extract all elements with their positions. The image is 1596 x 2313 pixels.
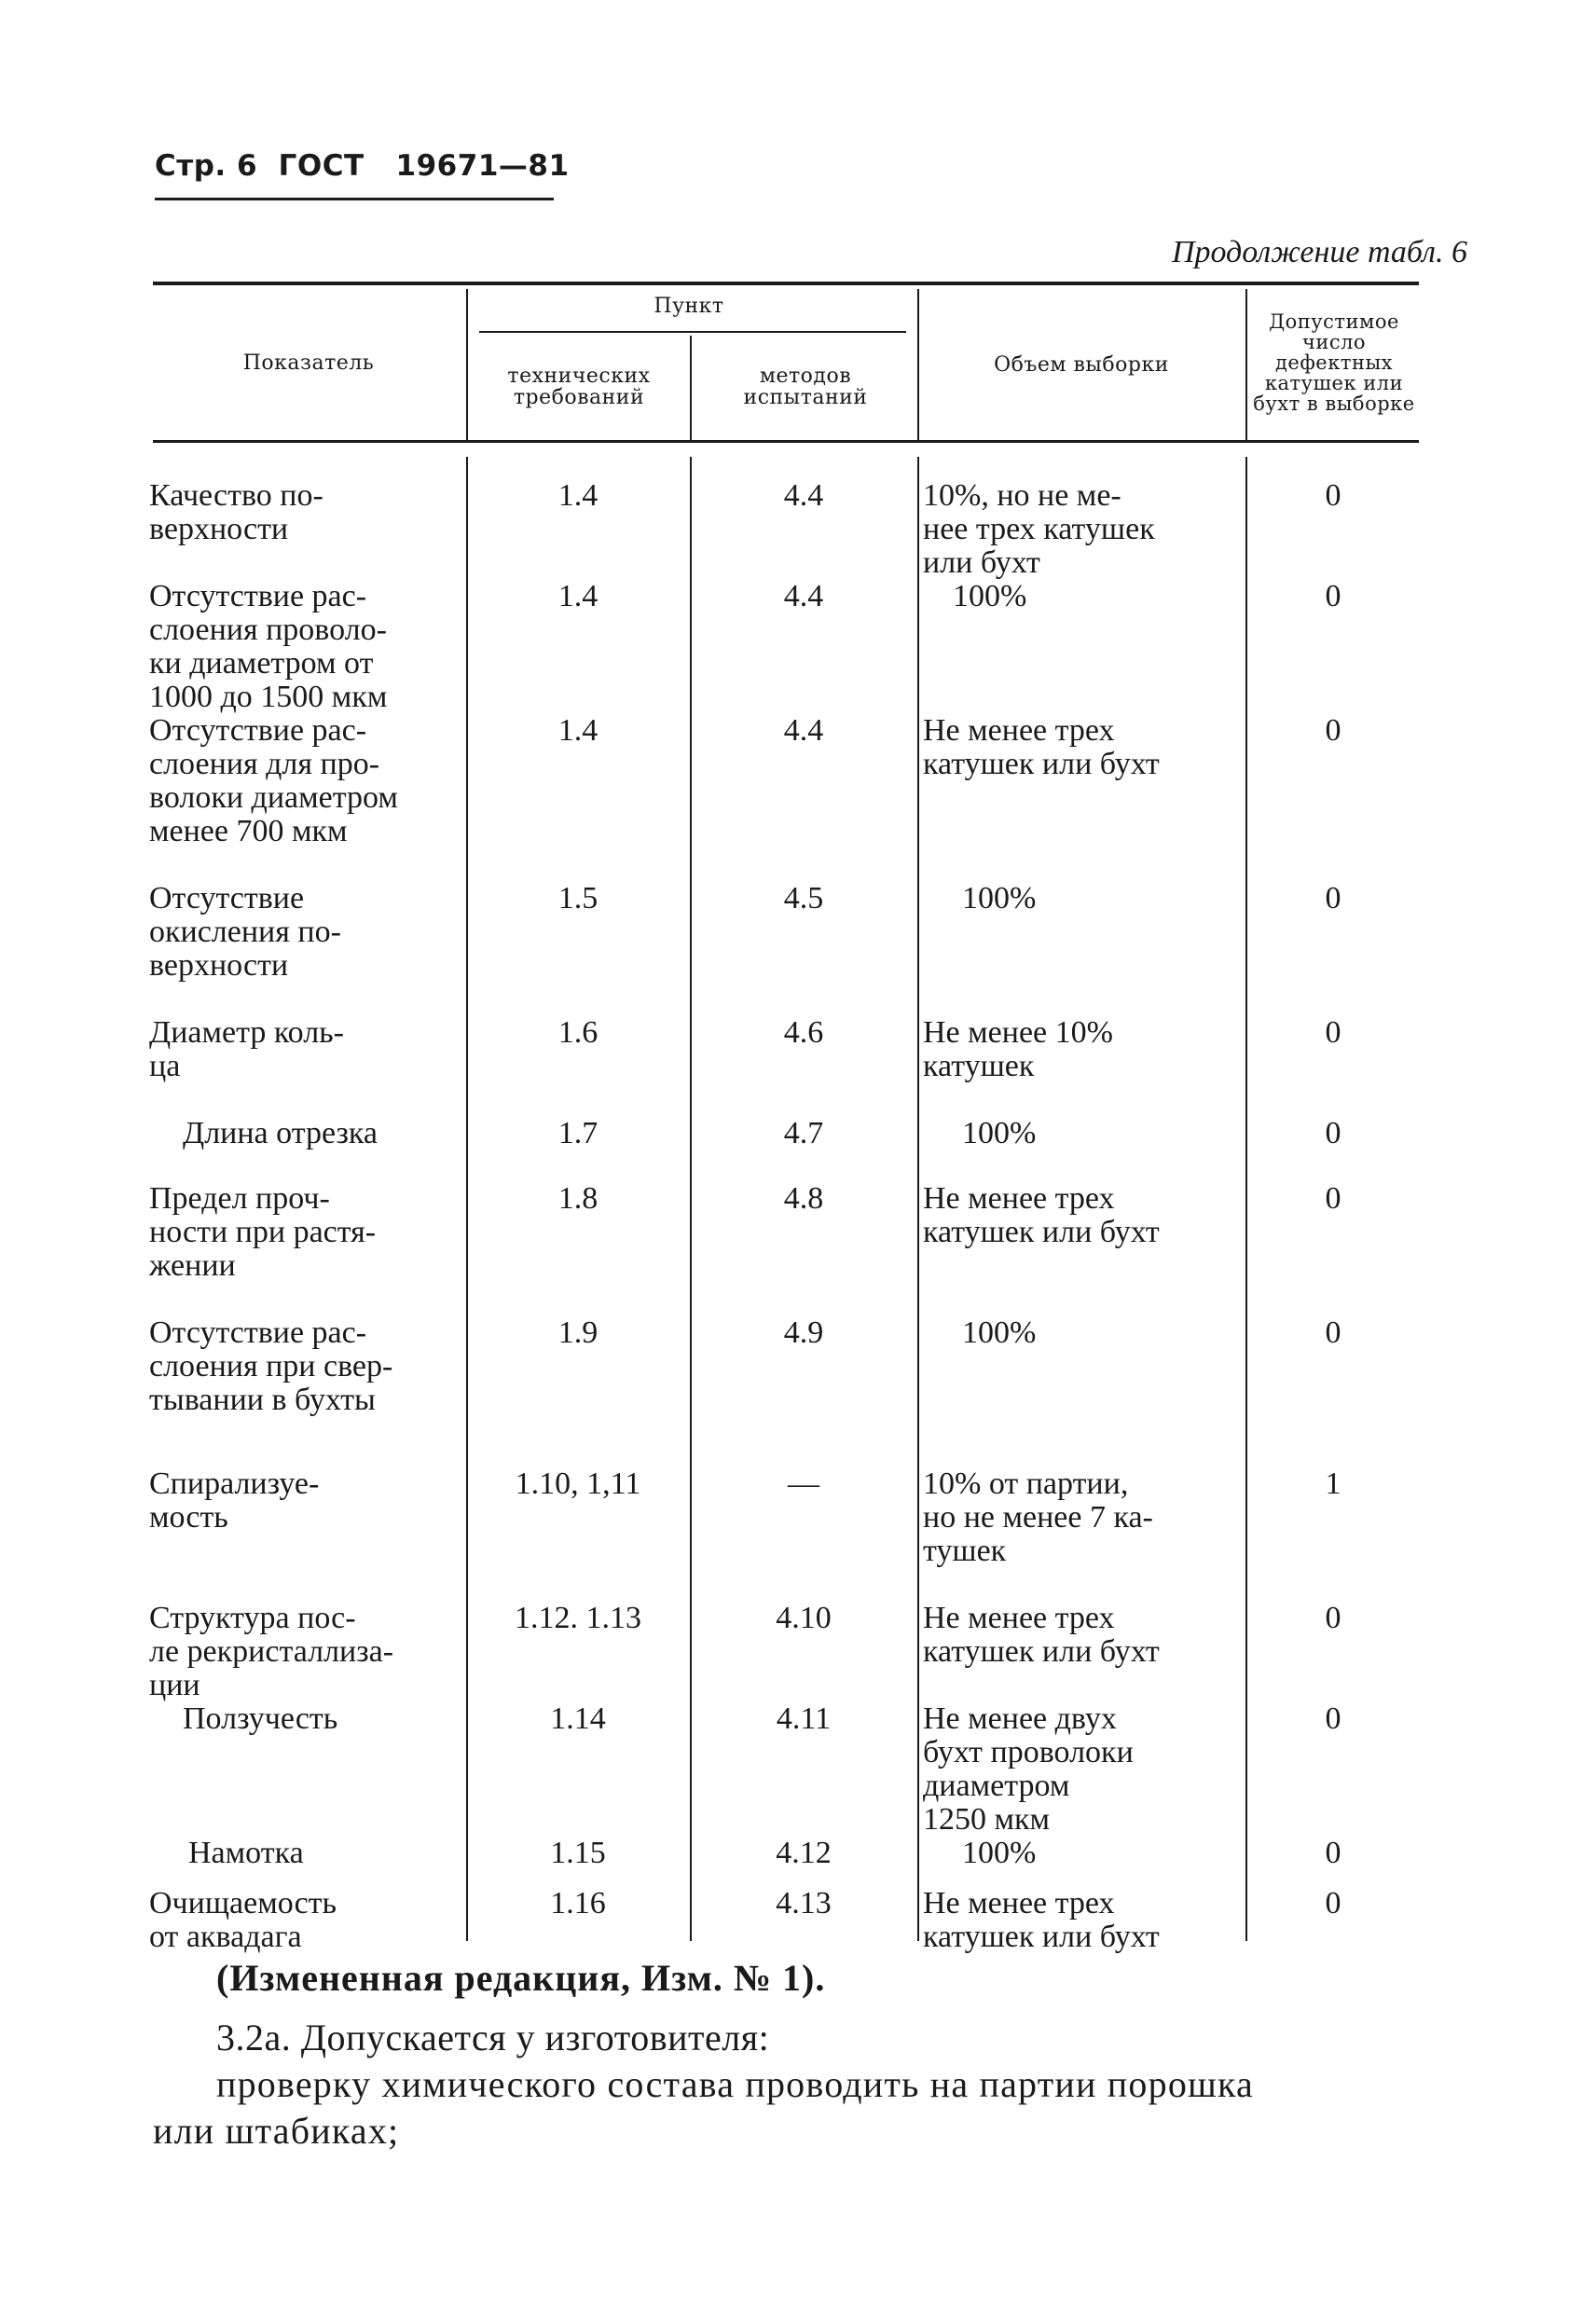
cell-sample: Не менее двух бухт проволоки диаметром 1250 мкм: [923, 1701, 1134, 1837]
cell-indicator: Спирализуе- мость: [149, 1466, 320, 1535]
cell-sample: 100%: [953, 579, 1027, 613]
cell-method: 4.5: [783, 881, 824, 916]
body-divider: [1245, 457, 1247, 1941]
cell-method: 4.13: [776, 1886, 832, 1921]
page-number: Стр. 6: [155, 149, 258, 183]
cell-tech: 1.7: [557, 1116, 598, 1150]
header-tech-req: технических требований: [507, 365, 651, 410]
cell-tech: 1.8: [557, 1181, 598, 1216]
standard-number: 19671—81: [395, 149, 570, 183]
table-continuation-label: Продолжение табл. 6: [1171, 235, 1467, 269]
cell-indicator: Отсутствие окисления по- верхности: [149, 881, 341, 983]
cell-defects: 0: [1325, 1015, 1341, 1050]
cell-defects: 0: [1325, 1116, 1341, 1150]
cell-indicator: Отсутствие рас- слоения проволо- ки диаметром от 1000 до 1500 мкм: [149, 579, 388, 714]
cell-sample: Не менее трех катушек или бухт: [923, 713, 1160, 781]
header-test-methods: методов испытаний: [743, 365, 868, 410]
cell-sample: Не менее 10% катушек: [923, 1015, 1113, 1083]
paragraph-text: или штабиках;: [153, 2110, 400, 2152]
cell-tech: 1.14: [550, 1701, 606, 1736]
page-header: [155, 149, 570, 183]
cell-indicator: Диаметр коль- ца: [149, 1015, 344, 1083]
cell-method: 4.11: [776, 1701, 832, 1736]
cell-indicator: Структура пос- ле рекристаллиза- ции: [149, 1601, 394, 1702]
cell-tech: 1.9: [557, 1315, 598, 1350]
cell-defects: 0: [1325, 1601, 1341, 1635]
cell-defects: 0: [1325, 1886, 1341, 1921]
header-clause: Пункт: [654, 295, 724, 318]
cell-tech: 1.15: [550, 1836, 606, 1870]
cell-defects: 0: [1325, 713, 1341, 748]
clause-subheader-rule: [479, 331, 906, 333]
cell-indicator: Ползучесть: [183, 1701, 338, 1736]
cell-tech: 1.4: [557, 478, 598, 513]
cell-sample: Не менее трех катушек или бухт: [923, 1601, 1160, 1669]
cell-indicator: Качество по- верхности: [149, 478, 323, 546]
body-divider: [917, 457, 919, 1941]
cell-method: 4.4: [783, 713, 824, 748]
header-sample-size: Объем выборки: [994, 353, 1169, 377]
header-divider: [466, 289, 468, 440]
cell-tech: 1.16: [550, 1886, 606, 1921]
cell-defects: 0: [1325, 478, 1341, 513]
standard-name: ГОСТ: [278, 149, 365, 183]
header-rule: [155, 198, 554, 200]
cell-defects: 0: [1325, 579, 1341, 613]
cell-indicator: Длина отрезка: [183, 1116, 378, 1150]
header-divider: [690, 336, 692, 440]
cell-method: 4.8: [783, 1181, 824, 1216]
cell-defects: 1: [1325, 1466, 1341, 1501]
cell-tech: 1.4: [557, 713, 598, 748]
cell-method: 4.10: [776, 1601, 832, 1635]
cell-method: 4.7: [783, 1116, 824, 1150]
cell-indicator: Отсутствие рас- слоения для про- волоки диаметром менее 700 мкм: [149, 713, 398, 848]
cell-indicator: Предел проч- ности при растя- жении: [149, 1181, 377, 1283]
cell-defects: 0: [1325, 1836, 1341, 1870]
cell-defects: 0: [1325, 1315, 1341, 1350]
cell-sample: 100%: [962, 881, 1037, 916]
cell-sample: 10%, но не ме- нее трех катушек или бухт: [923, 478, 1155, 580]
cell-method: 4.4: [783, 579, 824, 613]
cell-sample: 100%: [962, 1315, 1037, 1350]
cell-method: 4.4: [783, 478, 824, 513]
cell-tech: 1.6: [557, 1015, 598, 1050]
cell-sample: 100%: [962, 1836, 1037, 1870]
cell-indicator: Очищаемость от аквадага: [149, 1886, 337, 1954]
body-divider: [466, 457, 468, 1941]
cell-tech: 1.10, 1,11: [515, 1466, 641, 1501]
cell-sample: Не менее трех катушек или бухт: [923, 1886, 1160, 1954]
cell-method: 4.6: [783, 1015, 824, 1050]
cell-sample: Не менее трех катушек или бухт: [923, 1181, 1160, 1249]
header-divider: [917, 289, 919, 440]
cell-tech: 1.5: [557, 881, 598, 916]
header-allowed-defects: Допустимое число дефектных катушек или бухт в выборке: [1253, 310, 1415, 416]
header-bottom-rule: [153, 440, 1419, 443]
cell-defects: 0: [1325, 1181, 1341, 1216]
cell-tech: 1.12. 1.13: [515, 1601, 641, 1635]
cell-tech: 1.4: [557, 579, 598, 613]
header-divider: [1245, 289, 1247, 440]
cell-defects: 0: [1325, 881, 1341, 916]
paragraph-clause: 3.2а. Допускается у изготовителя:: [216, 2017, 770, 2058]
body-divider: [690, 457, 692, 1941]
cell-indicator: Отсутствие рас- слоения при свер- тывании в бухты: [149, 1315, 393, 1417]
cell-defects: 0: [1325, 1701, 1341, 1736]
paragraph-text: проверку химического состава проводить на партии порошка: [216, 2063, 1255, 2105]
cell-method: —: [788, 1466, 819, 1501]
cell-sample: 100%: [962, 1116, 1037, 1150]
cell-method: 4.9: [783, 1315, 824, 1350]
cell-sample: 10% от партии, но не менее 7 ка- тушек: [923, 1466, 1153, 1568]
amendment-note: (Измененная редакция, Изм. № 1).: [216, 1957, 826, 1999]
header-indicator: Показатель: [242, 351, 375, 375]
cell-method: 4.12: [776, 1836, 832, 1870]
table-top-rule: [153, 282, 1419, 285]
cell-indicator: Намотка: [188, 1836, 304, 1870]
